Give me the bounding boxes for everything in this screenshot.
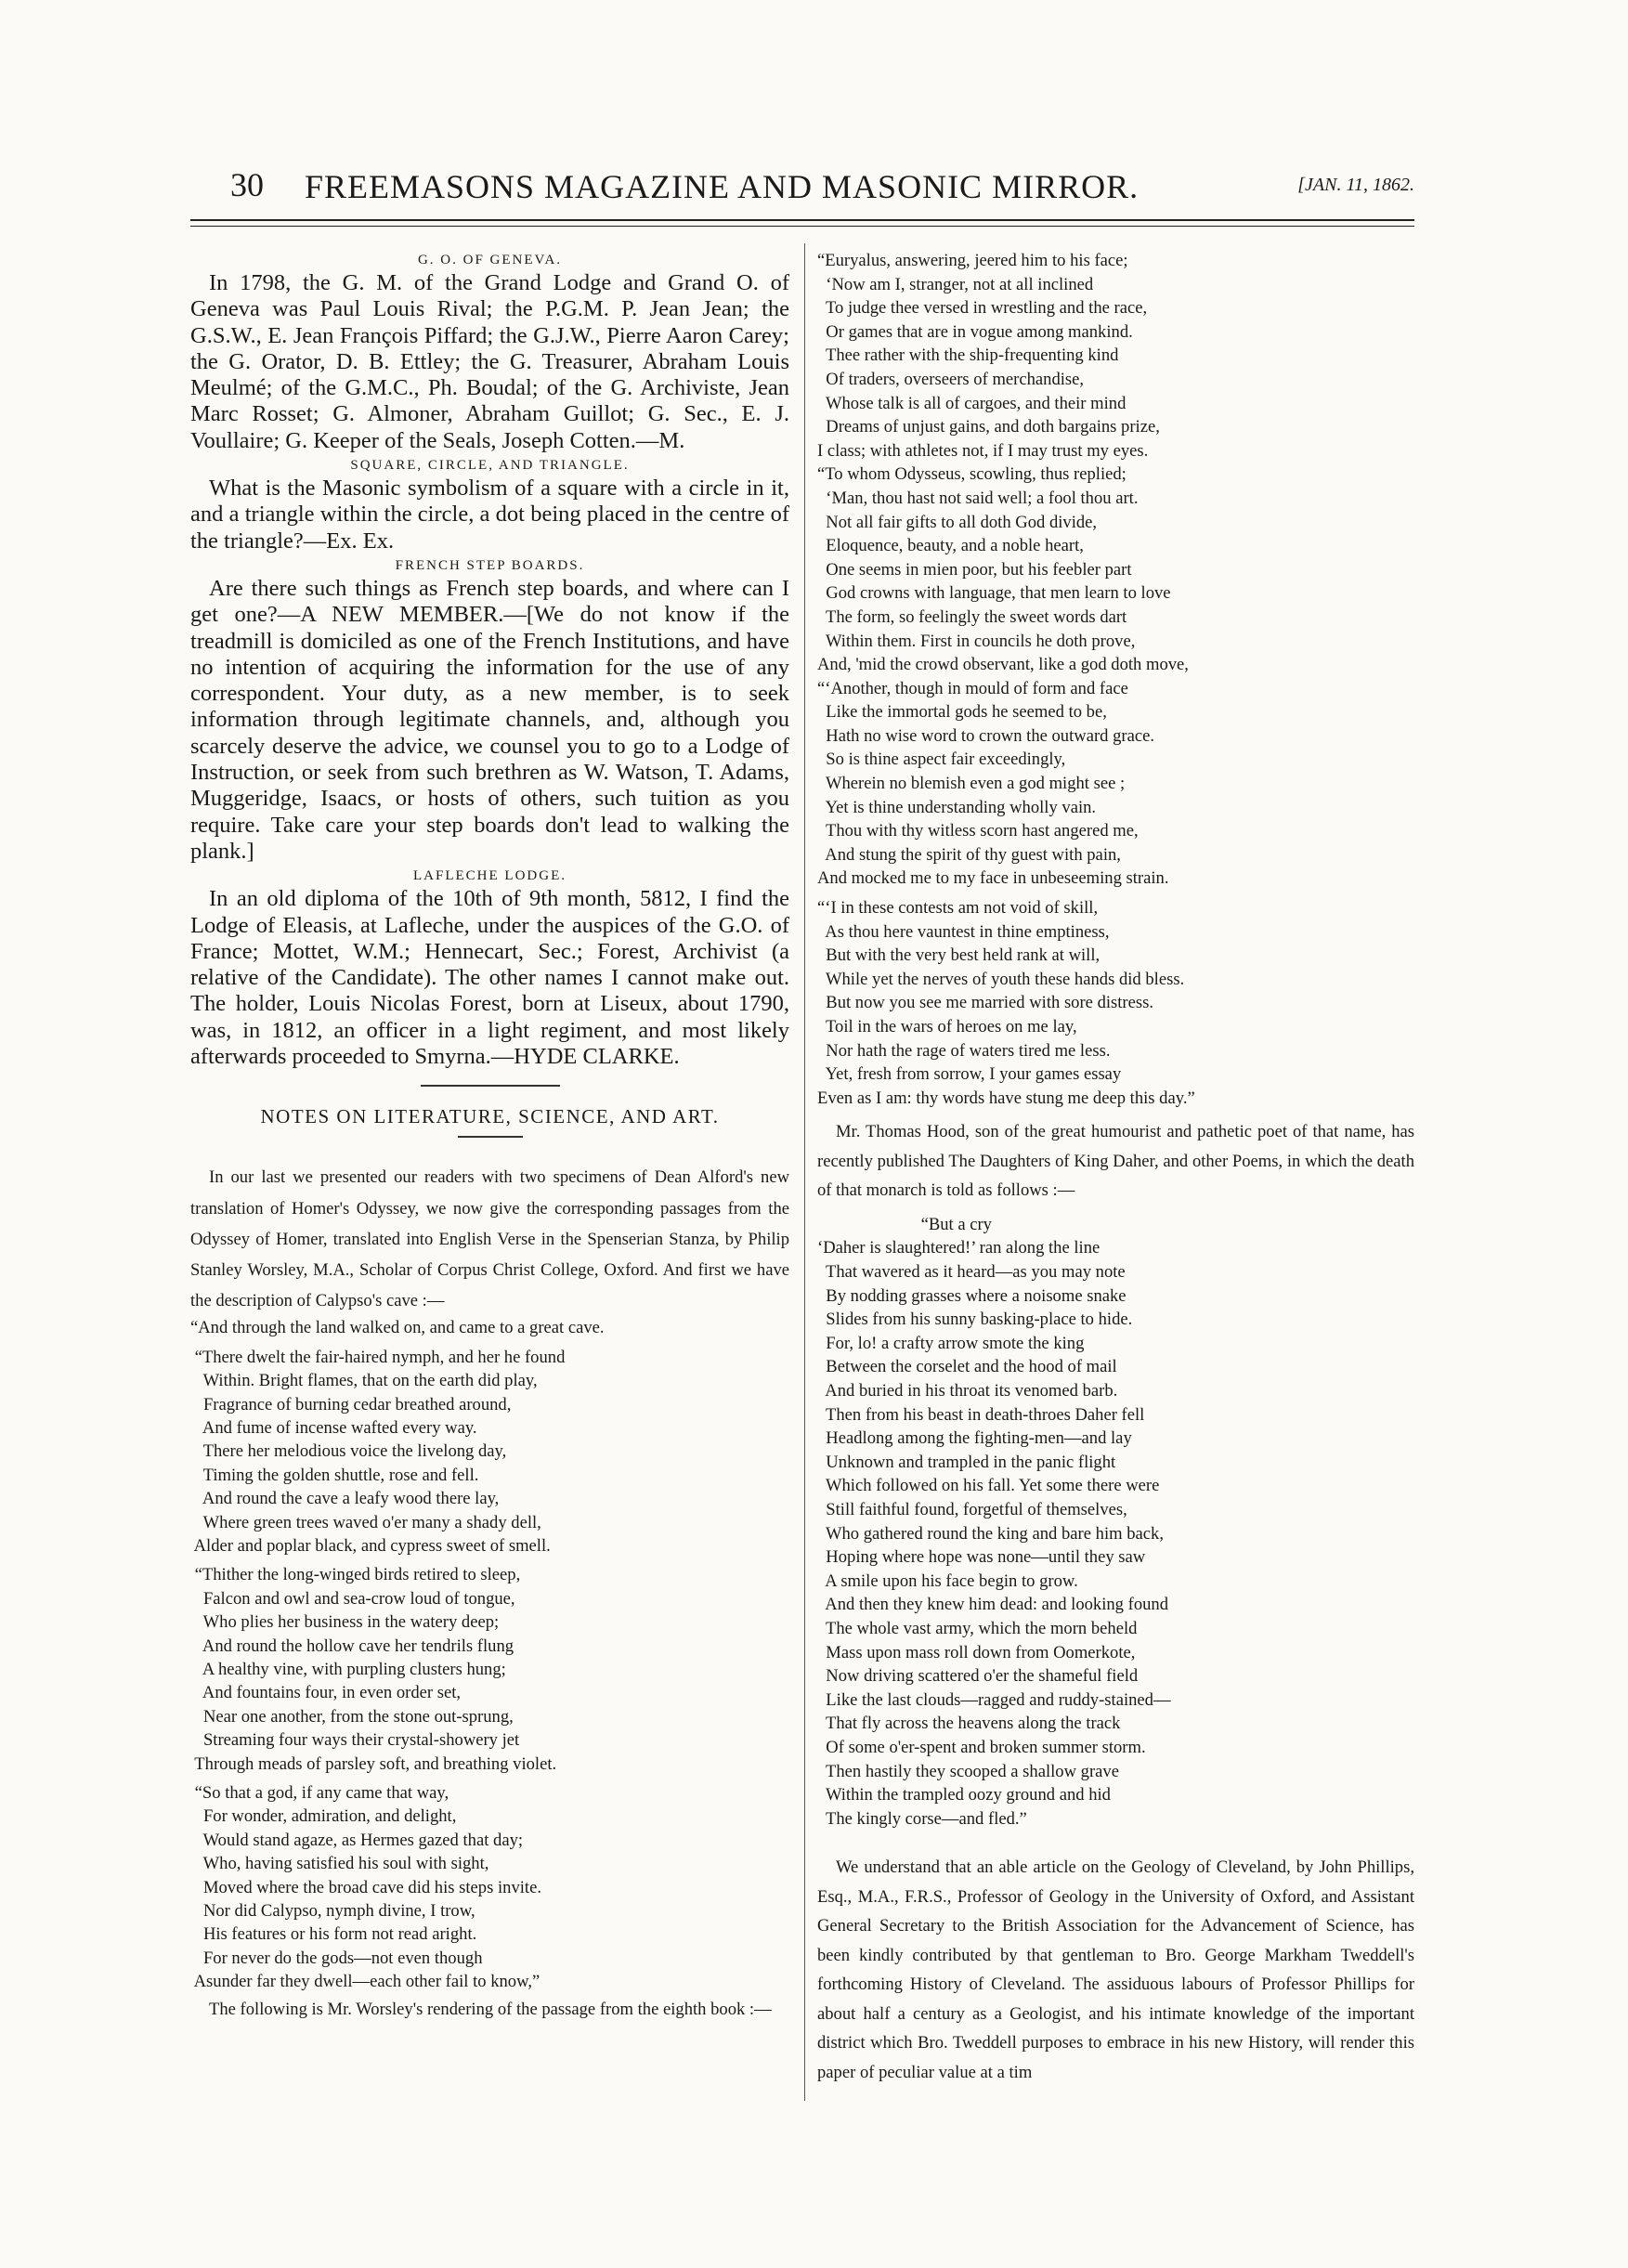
lafleche-body: In an old diploma of the 10th of 9th month, 5812, I find the Lodge of Eleasis, at Lafleche, under the auspices of the G.O. of France; Mottet, W.M.; Hennecart, Sec.; Forest, Archivist (a relative of the Candidate). The other names I cannot make out. The holder, Louis Nicolas Forest, born at Liseux, about 1790, was, in 1812, an officer in a light regiment, and most likely afterwards proceeded to Smyrna.—HYDE CLARKE.: [190, 886, 789, 1070]
poem-line: “And through the land walked on, and came to a great cave.: [190, 1318, 605, 1338]
poem-line: Fragrance of burning cedar breathed around,: [190, 1394, 512, 1414]
masthead-rule-thick: [190, 219, 1414, 221]
poem-line: And stung the spirit of thy guest with pain,: [817, 844, 1121, 865]
correspondence-section: [190, 253, 789, 1070]
poem-line: “But a cry: [817, 1214, 992, 1234]
poem-line: Hath no wise word to crown the outward grace.: [817, 725, 1154, 746]
poem-line: And then they knew him dead: and looking found: [817, 1595, 1169, 1615]
poem-line: That fly across the heavens along the track: [817, 1714, 1121, 1734]
heading-geneva: G. O. OF GENEVA.: [417, 253, 563, 267]
hood-paragraph: Mr. Thomas Hood, son of the great humourist and pathetic poet of that name, has recently published The Daughters of King Daher, and other Poems, in which the death of that monarch is told as follows :—: [817, 1122, 1414, 1201]
poem-line: Still faithful found, forgetful of themselves,: [817, 1500, 1127, 1519]
poem-line: Headlong among the fighting-men—and lay: [817, 1428, 1132, 1449]
heading-rule: [458, 1136, 523, 1138]
poem-line: Now driving scattered o'er the shameful field: [817, 1666, 1139, 1687]
poem-line: For wonder, admiration, and delight,: [190, 1806, 457, 1827]
poem-line: “‘Another, though in mould of form and face: [817, 678, 1128, 698]
poem-line: Of traders, overseers of merchandise,: [817, 369, 1085, 389]
poem-line: Thou with thy witless scorn hast angered me,: [817, 821, 1139, 841]
poem-line: Like the last clouds—ragged and ruddy-stained—: [817, 1689, 1171, 1710]
poem-line: And round the hollow cave her tendrils flung: [190, 1636, 514, 1656]
poem-line: “There dwelt the fair-haired nymph, and her he found: [190, 1347, 566, 1367]
poem-line: His features or his form not read aright.: [190, 1924, 477, 1945]
section-rule: [421, 1085, 560, 1087]
poem-line: Which followed on his fall. Yet some there were: [817, 1476, 1160, 1496]
poem-line: Then hastily they scooped a shallow grave: [817, 1761, 1119, 1781]
poem-line: One seems in mien poor, but his feebler part: [817, 559, 1132, 580]
poem-line: A healthy vine, with purpling clusters hung;: [190, 1660, 506, 1680]
poem-line: The kingly corse—and fled.”: [817, 1808, 1027, 1829]
column-divider: [804, 243, 805, 2101]
poem-line: Like the immortal gods he seemed to be,: [817, 702, 1107, 723]
poem-line: Yet, fresh from sorrow, I your games essay: [817, 1064, 1122, 1085]
poem-line: Mass upon mass roll down from Oomerkote,: [817, 1642, 1136, 1662]
poem-line: ‘Man, thou hast not said well; a fool thou art.: [817, 488, 1139, 508]
poem-line: Whose talk is all of cargoes, and their mind: [817, 393, 1127, 413]
poem-line: Even as I am: thy words have stung me deep this day.”: [817, 1088, 1195, 1108]
page-number: 30: [230, 166, 264, 203]
poem-line: Who gathered round the king and bare him back,: [817, 1523, 1164, 1544]
poem-line: Streaming four ways their crystal-showery jet: [190, 1730, 520, 1751]
poem-line: And fume of incense wafted every way.: [190, 1417, 477, 1438]
french-body: Are there such things as French step boards, and where can I get one?—A NEW MEMBER.—[We do not know if the treadmill is domiciled as one of the French Institutions, and have no intention of acquiring the information for the use of any correspondent. Your duty, as a new member, is to seek information through legitimate channels, and, although you scarcely deserve the advice, we counsel you to go to a Lodge of Instruction, or seek from such brethren as W. Watson, T. Adams, Muggeridge, Isaacs, or hosts of others, such tuition as you require. Take care your step boards don't lead to walking the plank.]: [190, 575, 789, 864]
poem-line: So is thine aspect fair exceedingly,: [817, 749, 1066, 770]
poem-line: Yet is thine understanding wholly vain.: [817, 797, 1097, 817]
poem-line: “Thither the long-winged birds retired to sleep,: [190, 1565, 521, 1585]
poem-line: ‘Now am I, stranger, not at all inclined: [817, 274, 1094, 294]
right-column: [817, 249, 1414, 2087]
geology-paragraph: We understand that an able article on the Geology of Cleveland, by John Phillips, Esq., M.A., F.R.S., Professor of Geology in the University of Oxford, and Assistant General Secretary to the British Association for the Advancement of Science, has been kindly contributed by that gentleman to Bro. George Markham Tweddell's forthcoming History of Cleveland. The assiduous labours of Professor Phillips for about half a century as a Geologist, and his intimate knowledge of the important district which Bro. Tweddell purposes to embrace in his new History, will render this paper of peculiar value at a tim: [817, 1857, 1414, 2082]
poem-line: Falcon and owl and sea-crow loud of tongue,: [190, 1588, 515, 1609]
poem-line: “To whom Odysseus, scowling, thus replied;: [817, 464, 1127, 485]
euryalus-poem: [817, 249, 1414, 1110]
poem-line: “‘I in these contests am not void of skill,: [817, 898, 1099, 919]
poem-line: Within them. First in councils he doth prove,: [817, 631, 1136, 651]
poem-line: ‘Daher is slaughtered!’ ran along the line: [817, 1238, 1101, 1258]
poem-line: And round the cave a leafy wood there lay,: [190, 1489, 500, 1509]
issue-date: [JAN. 11, 1862.: [1297, 175, 1414, 195]
poem-line: Wherein no blemish even a god might see ;: [817, 774, 1126, 794]
poem-line: And fountains four, in even order set,: [190, 1683, 462, 1703]
poem-line: Of some o'er-spent and broken summer storm.: [817, 1737, 1146, 1757]
poem-line: As thou here vauntest in thine emptiness,: [817, 921, 1110, 942]
poem-line: Near one another, from the stone out-sprung,: [190, 1706, 514, 1727]
poem-line: Who plies her business in the watery deep;: [190, 1612, 500, 1633]
poem-line: Not all fair gifts to all doth God divide,: [817, 512, 1098, 532]
poem-line: Eloquence, beauty, and a noble heart,: [817, 536, 1084, 556]
poem-line: And mocked me to my face in unbeseeming strain.: [817, 868, 1169, 889]
poem-line: While yet the nerves of youth these hands did bless.: [817, 969, 1185, 989]
poem-line: A smile upon his face begin to grow.: [817, 1571, 1078, 1591]
notes-intro: [190, 1162, 789, 1316]
poem-line: Timing the golden shuttle, rose and fell.: [190, 1465, 479, 1485]
square-body: What is the Masonic symbolism of a square with a circle in it, and a triangle within the circle, a dot being placed in the centre of the triangle?—Ex. Ex.: [190, 476, 789, 554]
poem-line: That wavered as it heard—as you may note: [817, 1262, 1126, 1283]
poem-line: “So that a god, if any came that way,: [190, 1783, 449, 1804]
poem-line: Who, having satisfied his soul with sight,: [190, 1854, 489, 1874]
calypso-poem: [190, 1316, 789, 1993]
poem-line: Hoping where hope was none—until they saw: [817, 1547, 1146, 1568]
poem-line: There her melodious voice the livelong day,: [190, 1441, 507, 1462]
heading-lafleche: LAFLECHE LODGE.: [413, 868, 567, 884]
poem-line: Would stand agaze, as Hermes gazed that day;: [190, 1830, 524, 1850]
poem-line: The form, so feelingly the sweet words dart: [817, 606, 1127, 627]
following-paragraph: The following is Mr. Worsley's rendering of the passage from the eighth book :—: [209, 1999, 772, 2019]
poem-line: And, 'mid the crowd observant, like a god doth move,: [817, 655, 1189, 675]
daher-poem: [817, 1213, 1414, 1831]
following-text: [190, 1994, 789, 2025]
poem-line: Then from his beast in death-throes Daher fell: [817, 1404, 1145, 1425]
geneva-body: In 1798, the G. M. of the Grand Lodge and Grand O. of Geneva was Paul Louis Rival; the P.G.M. P. Jean Jean; the G.S.W., E. Jean François Piffard; the G.J.W., Pierre Aaron Carey; the G. Orator, D. B. Ettley; the G. Treasurer, Abraham Louis Meulmé; of the G.M.C., Ph. Boudal; of the G. Archiviste, Jean Marc Rosset; G. Almoner, Abraham Guillot; G. Sec., E. J. Voullaire; G. Keeper of the Seals, Joseph Cotten.—M.: [190, 270, 789, 453]
poem-line: God crowns with language, that men learn to love: [817, 583, 1171, 604]
poem-line: Dreams of unjust gains, and doth bargains prize,: [817, 417, 1160, 437]
poem-line: Or games that are in vogue among mankind.: [817, 321, 1133, 342]
poem-line: Alder and poplar black, and cypress sweet of smell.: [190, 1535, 551, 1556]
poem-line: For never do the gods—not even though: [190, 1948, 483, 1968]
masthead: [230, 165, 1414, 210]
poem-line: Unknown and trampled in the panic flight: [817, 1452, 1116, 1472]
poem-line: But now you see me married with sore distress.: [817, 993, 1153, 1013]
poem-line: But with the very best held rank at will,: [817, 945, 1101, 966]
poem-line: Moved where the broad cave did his steps invite.: [190, 1877, 541, 1897]
poem-line: Asunder far they dwell—each other fail to know,”: [190, 1972, 540, 1992]
poem-line: By nodding grasses where a noisome snake: [817, 1285, 1127, 1306]
poem-line: “Euryalus, answering, jeered him to his face;: [817, 251, 1128, 270]
poem-line: The whole vast army, which the morn beheld: [817, 1618, 1138, 1638]
notes-heading: NOTES ON LITERATURE, SCIENCE, AND ART.: [260, 1105, 720, 1128]
poem-line: To judge thee versed in wrestling and the race,: [817, 298, 1148, 319]
poem-line: Where green trees waved o'er many a shady dell,: [190, 1512, 541, 1532]
heading-french: FRENCH STEP BOARDS.: [395, 557, 585, 573]
left-column: [190, 249, 789, 2025]
hood-text: [817, 1117, 1414, 1206]
poem-line: Thee rather with the ship-frequenting kind: [817, 345, 1119, 366]
heading-square: SQUARE, CIRCLE, AND TRIANGLE.: [350, 458, 630, 474]
poem-line: Slides from his sunny basking-place to hide.: [817, 1310, 1133, 1330]
poem-line: Toil in the wars of heroes on me lay,: [817, 1017, 1077, 1036]
poem-line: I class; with athletes not, if I may trust my eyes.: [817, 440, 1149, 461]
poem-line: For, lo! a crafty arrow smote the king: [817, 1333, 1085, 1353]
poem-line: Between the corselet and the hood of mail: [817, 1357, 1117, 1377]
poem-line: Within the trampled oozy ground and hid: [817, 1785, 1111, 1805]
poem-line: And buried in his throat its venomed barb.: [817, 1381, 1118, 1401]
masthead-rule-thin: [190, 226, 1414, 227]
intro-paragraph: In our last we presented our readers with two specimens of Dean Alford's new translation of Homer's Odyssey, we now give the corresponding passages from the Odyssey of Homer, translated into English Verse in the Spenserian Stanza, by Philip Stanley Worsley, M.A., Scholar of Corpus Christ College, Oxford. And first we have the description of Calypso's cave :—: [190, 1167, 789, 1311]
poem-line: Through meads of parsley soft, and breathing violet.: [190, 1753, 557, 1774]
poem-line: Nor did Calypso, nymph divine, I trow,: [190, 1901, 475, 1922]
magazine-title: FREEMASONS MAGAZINE AND MASONIC MIRROR.: [305, 168, 1140, 205]
poem-line: Within. Bright flames, that on the earth did play,: [190, 1371, 538, 1391]
poem-line: Nor hath the rage of waters tired me less.: [817, 1040, 1111, 1061]
geology-text: [817, 1853, 1414, 2087]
